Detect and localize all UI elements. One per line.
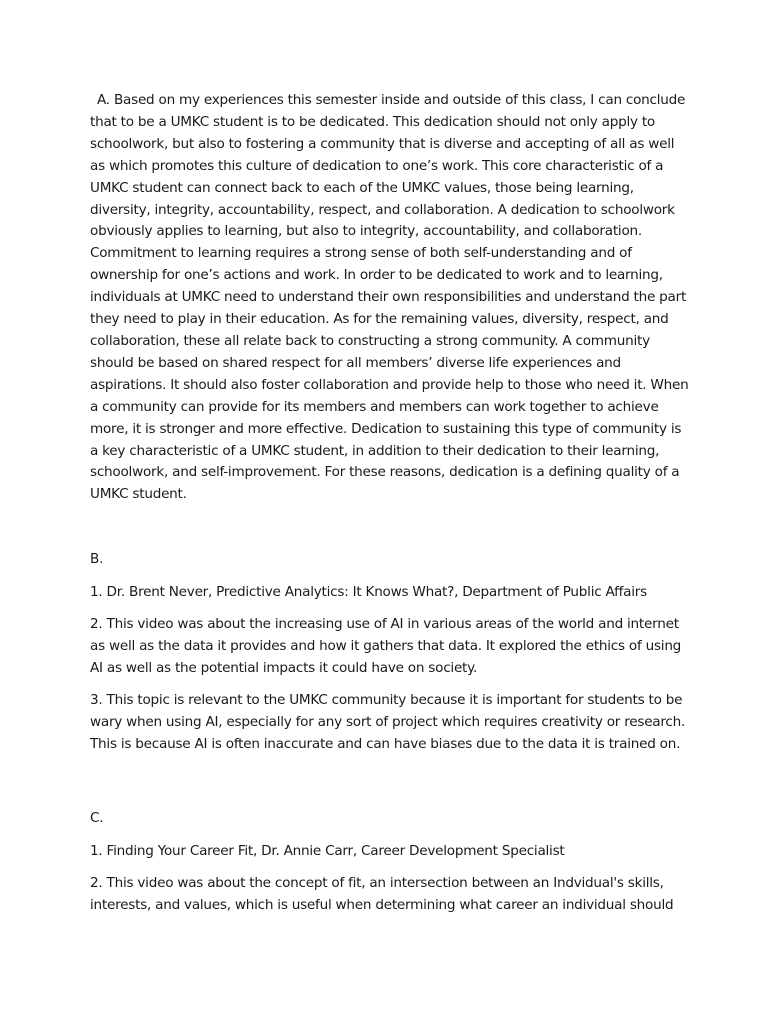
section-c-item-2: 2. This video was about the concept of fit, an intersection between an Indvidual's skills, interests, and values, which is useful when determining what career an individual should	[90, 875, 674, 914]
section-a-paragraph: A. Based on my experiences this semester inside and outside of this class, I can conclude that to be a UMKC student is to be dedicated. This dedication should not only apply to schoolwork, but also to fostering a community that is diverse and accepting of all as well as which promotes this culture of dedication to one’s work. This core characteristic of a UMKC student can connect back to each of the UMKC values, those being learning, diversity, integrity, accountability, respect, and collaboration. A dedication to schoolwork obviously applies to learning, but also to integrity, accountability, and collaboration. Commitment to learning requires a strong sense of both self-understanding and of ownership for one’s actions and work. In order to be dedicated to work and to learning, individuals at UMKC need to understand their own responsibilities and understand the part they need to play in their education. As for the remaining values, diversity, respect, and collaboration, these all relate back to constructing a strong community. A community should be based on shared respect for all members’ diverse life experiences and aspirations. It should also foster collaboration and provide help to those who need it. When a community can provide for its members and members can work together to achieve more, it is stronger and more effective. Dedication to sustaining this type of community is a key characteristic of a UMKC student, in addition to their dedication to their learning, schoolwork, and self-improvement. For these reasons, dedication is a defining quality of a UMKC student.	[90, 92, 689, 503]
section-b-item-2: 2. This video was about the increasing use of AI in various areas of the world and internet as well as the data it provides and how it gathers that data. It explored the ethics of using AI as well as the potential impacts it could have on society.	[90, 616, 682, 676]
section-spacer	[90, 506, 690, 549]
section-b-item-1: 1. Dr. Brent Never, Predictive Analytics: It Knows What?, Department of Public Affairs	[90, 584, 647, 601]
section-c-item-1: 1. Finding Your Career Fit, Dr. Annie Carr, Career Development Specialist	[90, 843, 565, 860]
section-b-heading: B.	[90, 551, 104, 568]
section-c-heading: C.	[90, 810, 104, 827]
section-spacer	[90, 765, 690, 808]
section-b-item-3: 3. This topic is relevant to the UMKC community because it is important for students to be wary when using AI, especially for any sort of project which requires creativity or research. This is because AI is often inaccurate and can have biases due to the data it is trained on.	[90, 691, 686, 752]
document-page	[90, 90, 690, 927]
